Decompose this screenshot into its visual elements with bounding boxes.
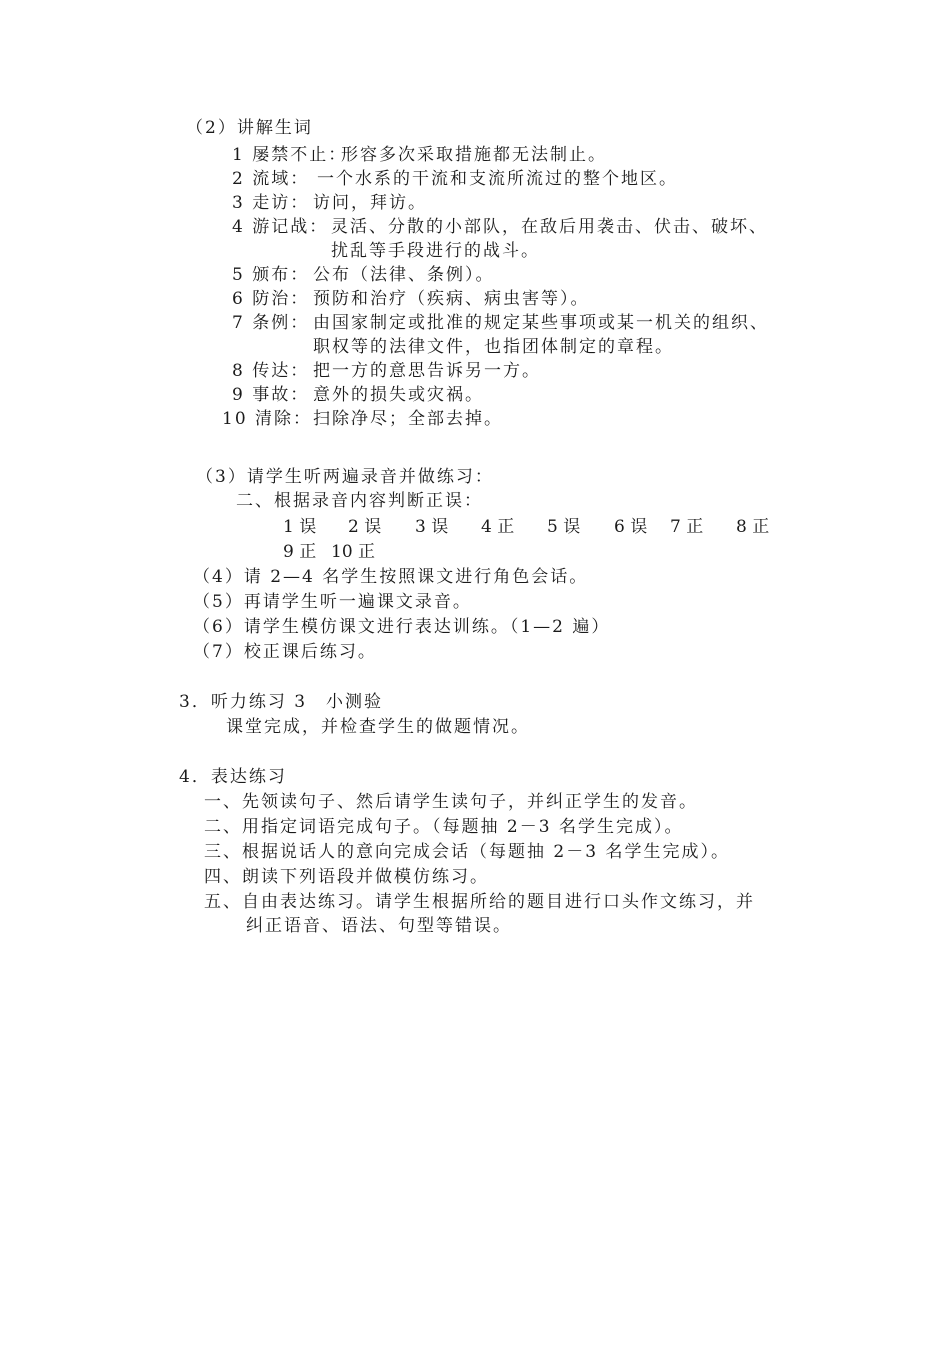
section-3-subheading: 二、根据录音内容判断正误： <box>236 491 483 511</box>
vocab-term-4: 4 游记战： <box>232 217 329 237</box>
vocab-def-5: 公布（法律、条例）。 <box>313 265 495 285</box>
listening-3-body: 课堂完成，并检查学生的做题情况。 <box>226 717 530 737</box>
answer-item: 8 正 <box>736 517 770 537</box>
answer-item: 4 正 <box>481 517 515 537</box>
expression-item-4: 四、朗读下列语段并做模仿练习。 <box>204 867 489 887</box>
vocab-term-6: 6 防治： <box>232 289 310 309</box>
expression-heading: 4．表达练习 <box>179 767 287 787</box>
step-6: （6）请学生模仿课文进行表达训练。（1—2 遍） <box>193 617 611 637</box>
vocab-term-2: 2 流域： <box>232 169 310 189</box>
answer-item: 3 误 <box>415 517 449 537</box>
vocab-term-5: 5 颁布： <box>232 265 310 285</box>
vocab-def-2: 一个水系的干流和支流所流过的整个地区。 <box>317 169 678 189</box>
answer-item: 6 误 <box>614 517 648 537</box>
expression-item-5-cont: 纠正语音、语法、句型等错误。 <box>246 916 512 936</box>
vocab-def-4-cont: 扰乱等手段进行的战斗。 <box>331 241 540 261</box>
vocab-def-7: 由国家制定或批准的规定某些事项或某一机关的组织、 <box>313 313 769 333</box>
vocab-term-10: 10 清除： <box>222 409 313 429</box>
step-7: （7）校正课后练习。 <box>193 642 377 662</box>
section-2-heading: （2）讲解生词 <box>186 118 313 138</box>
answer-item: 9 正 <box>283 542 317 562</box>
vocab-term-8: 8 传达： <box>232 361 310 381</box>
vocab-def-10: 扫除净尽；全部去掉。 <box>313 409 503 429</box>
section-3-heading: （3）请学生听两遍录音并做练习： <box>196 467 494 487</box>
vocab-def-1: 形容多次采取措施都无法制止。 <box>341 145 607 165</box>
answer-item: 1 误 <box>283 517 317 537</box>
vocab-term-1: 1 屡禁不止： <box>232 145 348 165</box>
vocab-def-6: 预防和治疗（疾病、病虫害等）。 <box>313 289 590 309</box>
vocab-term-7: 7 条例： <box>232 313 310 333</box>
vocab-def-4: 灵活、分散的小部队，在敌后用袭击、伏击、破坏、 <box>331 217 768 237</box>
vocab-term-9: 9 事故： <box>232 385 310 405</box>
expression-item-1: 一、先领读句子、然后请学生读句子，并纠正学生的发音。 <box>204 792 698 812</box>
step-5: （5）再请学生听一遍课文录音。 <box>193 592 472 612</box>
expression-item-3: 三、根据说话人的意向完成会话（每题抽 2－3 名学生完成）。 <box>204 842 730 862</box>
vocab-def-7-cont: 职权等的法律文件，也指团体制定的章程。 <box>313 337 674 357</box>
answer-item: 5 误 <box>547 517 581 537</box>
expression-item-5: 五、自由表达练习。请学生根据所给的题目进行口头作文练习，并 <box>204 892 755 912</box>
vocab-term-3: 3 走访： <box>232 193 310 213</box>
step-4: （4）请 2—4 名学生按照课文进行角色会话。 <box>193 567 589 587</box>
answer-item: 7 正 <box>670 517 704 537</box>
vocab-def-8: 把一方的意思告诉另一方。 <box>313 361 541 381</box>
listening-3-heading: 3．听力练习 3 小测验 <box>179 692 384 712</box>
answer-item: 10 正 <box>331 542 376 562</box>
vocab-def-3: 访问，拜访。 <box>313 193 427 213</box>
expression-item-2: 二、用指定词语完成句子。（每题抽 2－3 名学生完成）。 <box>204 817 684 837</box>
vocab-def-9: 意外的损失或灾祸。 <box>313 385 484 405</box>
answer-item: 2 误 <box>348 517 382 537</box>
